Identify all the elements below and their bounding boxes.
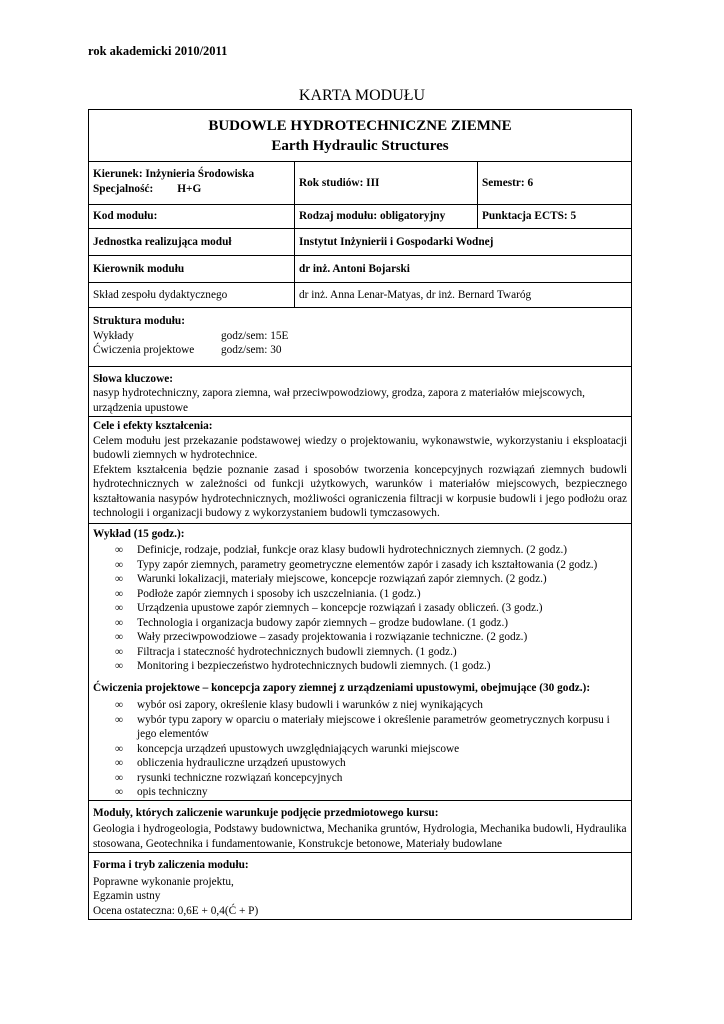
list-item [115, 645, 627, 660]
list-item-text: obliczenia hydrauliczne urządzeń upustowych [137, 757, 346, 769]
kierunek-row [89, 162, 632, 205]
slowa-kluczowe-cell [89, 366, 632, 417]
list-item [115, 572, 627, 587]
infinity-bullet-icon: ∞ [115, 616, 124, 629]
wyklad-cwiczenia-row [89, 523, 632, 800]
struktura-item-value: godz/sem: 30 [221, 344, 282, 356]
list-item-text: rysunki techniczne rozwiązań koncepcyjnych [137, 771, 343, 784]
struktura-item-value: godz/sem: 15E [221, 329, 289, 342]
list-item [115, 616, 627, 631]
cele-cell [89, 417, 632, 524]
module-title-cell [89, 110, 632, 162]
efekty-paragraph: Efektem kształcenia będzie poznanie zasad i sposobów tworzenia koncepcyjnych rozwiązań ziemnych budowli hydrotechnicznych w zależności od funkcji użytkowych, warunków i materiałów miejscowych, bezpiecznego kształtowania nasypów hydrotechnicznych, możliwości ograniczenia filtracji w korpusie budowli i jego podłożu oraz technologii i organizacji budowy z wykorzystaniem budowli tymczasowych. [93, 463, 628, 519]
wyklad-cwiczenia-cell [89, 523, 632, 800]
slowa-kluczowe-heading: Słowa kluczowe: [93, 372, 174, 385]
cele-heading: Cele i efekty kształcenia: [93, 420, 213, 432]
infinity-bullet-icon: ∞ [115, 742, 124, 755]
list-item [115, 756, 627, 771]
cwiczenia-list [93, 698, 627, 800]
list-item [115, 698, 627, 713]
forma-cell [89, 853, 632, 920]
wyklad-heading: Wykład (15 godz.): [93, 527, 185, 540]
jednostka-row [89, 229, 632, 256]
struktura-item-name: Wykłady [93, 329, 134, 342]
slowa-kluczowe-text: nasyp hydrotechniczny, zapora ziemna, wał przeciwpowodziowy, grodza, zapora z materiałów miejscowych, urządzenia upustowe [93, 387, 585, 414]
list-item-text: Wały przeciwpowodziowe – zasady projektowania i rozwiązanie techniczne. (2 godz.) [137, 631, 528, 643]
struktura-heading: Struktura modułu: [93, 315, 185, 327]
card-title: KARTA MODUŁU [298, 87, 426, 104]
kierunek: Kierunek: Inżynieria Środowiska [93, 168, 255, 180]
list-item-text: Filtracja i stateczność hydrotechnicznych budowli ziemnych. (1 godz.) [137, 645, 457, 658]
module-title-row [89, 110, 632, 162]
forma-line: Ocena ostateczna: 0,6E + 0,4(Ć + P) [93, 904, 259, 917]
list-item-text: Warunki lokalizacji, materiały miejscowe, koncepcje rozwiązań zapór ziemnych. (2 godz.) [137, 573, 547, 585]
module-title-pl: BUDOWLE HYDROTECHNICZNE ZIEMNE [208, 118, 512, 134]
punktacja-ects: Punktacja ECTS: 5 [478, 205, 632, 229]
module-card-table [88, 109, 632, 920]
specjalnosc-value: H+G [177, 182, 202, 195]
list-item-text: Monitoring i bezpieczeństwo hydrotechnicznych budowli ziemnych. (1 godz.) [137, 660, 491, 672]
infinity-bullet-icon: ∞ [115, 757, 124, 769]
infinity-bullet-icon: ∞ [115, 699, 124, 711]
kod-modulu: Kod modułu: [89, 205, 295, 229]
wyklad-list [93, 543, 627, 674]
struktura-row [89, 308, 632, 367]
kierownik-value: dr inż. Antoni Bojarski [295, 256, 632, 283]
rodzaj-modulu: Rodzaj modułu: obligatoryjny [295, 205, 478, 229]
list-item-text: Podłoże zapór ziemnych i sposoby ich uszczelniania. (1 godz.) [137, 587, 421, 600]
cele-row [89, 417, 632, 524]
infinity-bullet-icon: ∞ [115, 771, 124, 784]
infinity-bullet-icon: ∞ [115, 713, 124, 726]
list-item-text: Urządzenia upustowe zapór ziemnych – koncepcje rozwiązań i zasady obliczeń. (3 godz.) [137, 602, 543, 614]
sklad-value: dr inż. Anna Lenar-Matyas, dr inż. Bernard Twaróg [295, 283, 632, 308]
moduly-cell [89, 800, 632, 853]
list-item-text: wybór osi zapory, określenie klasy budowli i warunków z niej wynikających [137, 699, 483, 711]
list-item-text: wybór typu zapory w oparciu o materiały miejscowe i określenie parametrów geometrycznych korpusu i jego elementów [137, 713, 610, 740]
academic-year: rok akademicki 2010/2011 [88, 44, 228, 58]
module-title-en: Earth Hydraulic Structures [271, 138, 449, 154]
list-item [115, 771, 627, 786]
cele-paragraph: Celem modułu jest przekazanie podstawowej wiedzy o projektowaniu, wykonawstwie, wykorzystaniu i eksploatacji budowli ziemnych w hydrotechnice. [93, 434, 628, 461]
kierownik-row [89, 256, 632, 283]
list-item-text: koncepcja urządzeń upustowych uwzględniających warunki miejscowe [137, 742, 460, 755]
kod-row [89, 205, 632, 229]
rok-studiow: Rok studiów: III [295, 162, 478, 205]
list-item [115, 601, 627, 616]
list-item [115, 713, 627, 742]
infinity-bullet-icon: ∞ [115, 573, 124, 585]
list-item [115, 742, 627, 757]
list-item [115, 785, 627, 800]
infinity-bullet-icon: ∞ [115, 645, 124, 658]
forma-heading: Forma i tryb zaliczenia modułu: [93, 859, 249, 871]
sklad-row [89, 283, 632, 308]
specjalnosc-label: Specjalność: [93, 182, 154, 195]
infinity-bullet-icon: ∞ [115, 602, 124, 614]
struktura-item [93, 343, 627, 358]
list-item [115, 587, 627, 602]
forma-line: Poprawne wykonanie projektu, [93, 875, 234, 888]
moduly-text: Geologia i hydrogeologia, Podstawy budownictwa, Mechanika gruntów, Hydrologia, Mechanika budowli, Hydraulika stosowana, Geotechnika i fundamentowanie, Konstrukcje betonowe, Materiały budowlane [93, 823, 627, 850]
list-item-text: opis techniczny [137, 786, 208, 798]
list-item [115, 630, 627, 645]
cwiczenia-heading: Ćwiczenia projektowe – koncepcja zapory ziemnej z urządzeniami upustowymi, obejmujące (30 godz.): [93, 681, 591, 694]
list-item-text: Definicje, rodzaje, podział, funkcje oraz klasy budowli hydrotechnicznych ziemnych. (2 godz.) [137, 544, 568, 556]
jednostka-value: Instytut Inżynierii i Gospodarki Wodnej [295, 229, 632, 256]
kierownik-label: Kierownik modułu [89, 256, 295, 283]
infinity-bullet-icon: ∞ [115, 631, 124, 643]
struktura-item-name: Ćwiczenia projektowe [93, 344, 195, 356]
sklad-label: Skład zespołu dydaktycznego [89, 283, 295, 308]
jednostka-label: Jednostka realizująca moduł [89, 229, 295, 256]
infinity-bullet-icon: ∞ [115, 587, 124, 600]
infinity-bullet-icon: ∞ [115, 660, 124, 672]
forma-line: Egzamin ustny [93, 890, 161, 902]
specjalnosc [93, 182, 290, 197]
slowa-kluczowe-row [89, 366, 632, 417]
list-item-text: Technologia i organizacja budowy zapór ziemnych – grodze budowlane. (1 godz.) [137, 616, 509, 629]
infinity-bullet-icon: ∞ [115, 558, 124, 571]
struktura-item [93, 329, 627, 344]
list-item-text: Typy zapór ziemnych, parametry geometryczne elementów zapór i zasady ich kształtowania (2 godz.) [137, 558, 598, 571]
kierunek-cell [89, 162, 295, 205]
list-item [115, 543, 627, 558]
list-item [115, 558, 627, 573]
semestr: Semestr: 6 [478, 162, 632, 205]
struktura-cell [89, 308, 632, 367]
forma-row [89, 853, 632, 920]
moduly-heading: Moduły, których zaliczenie warunkuje podjęcie przedmiotowego kursu: [93, 806, 439, 819]
infinity-bullet-icon: ∞ [115, 786, 124, 798]
list-item [115, 659, 627, 674]
infinity-bullet-icon: ∞ [115, 544, 124, 556]
moduly-row [89, 800, 632, 853]
